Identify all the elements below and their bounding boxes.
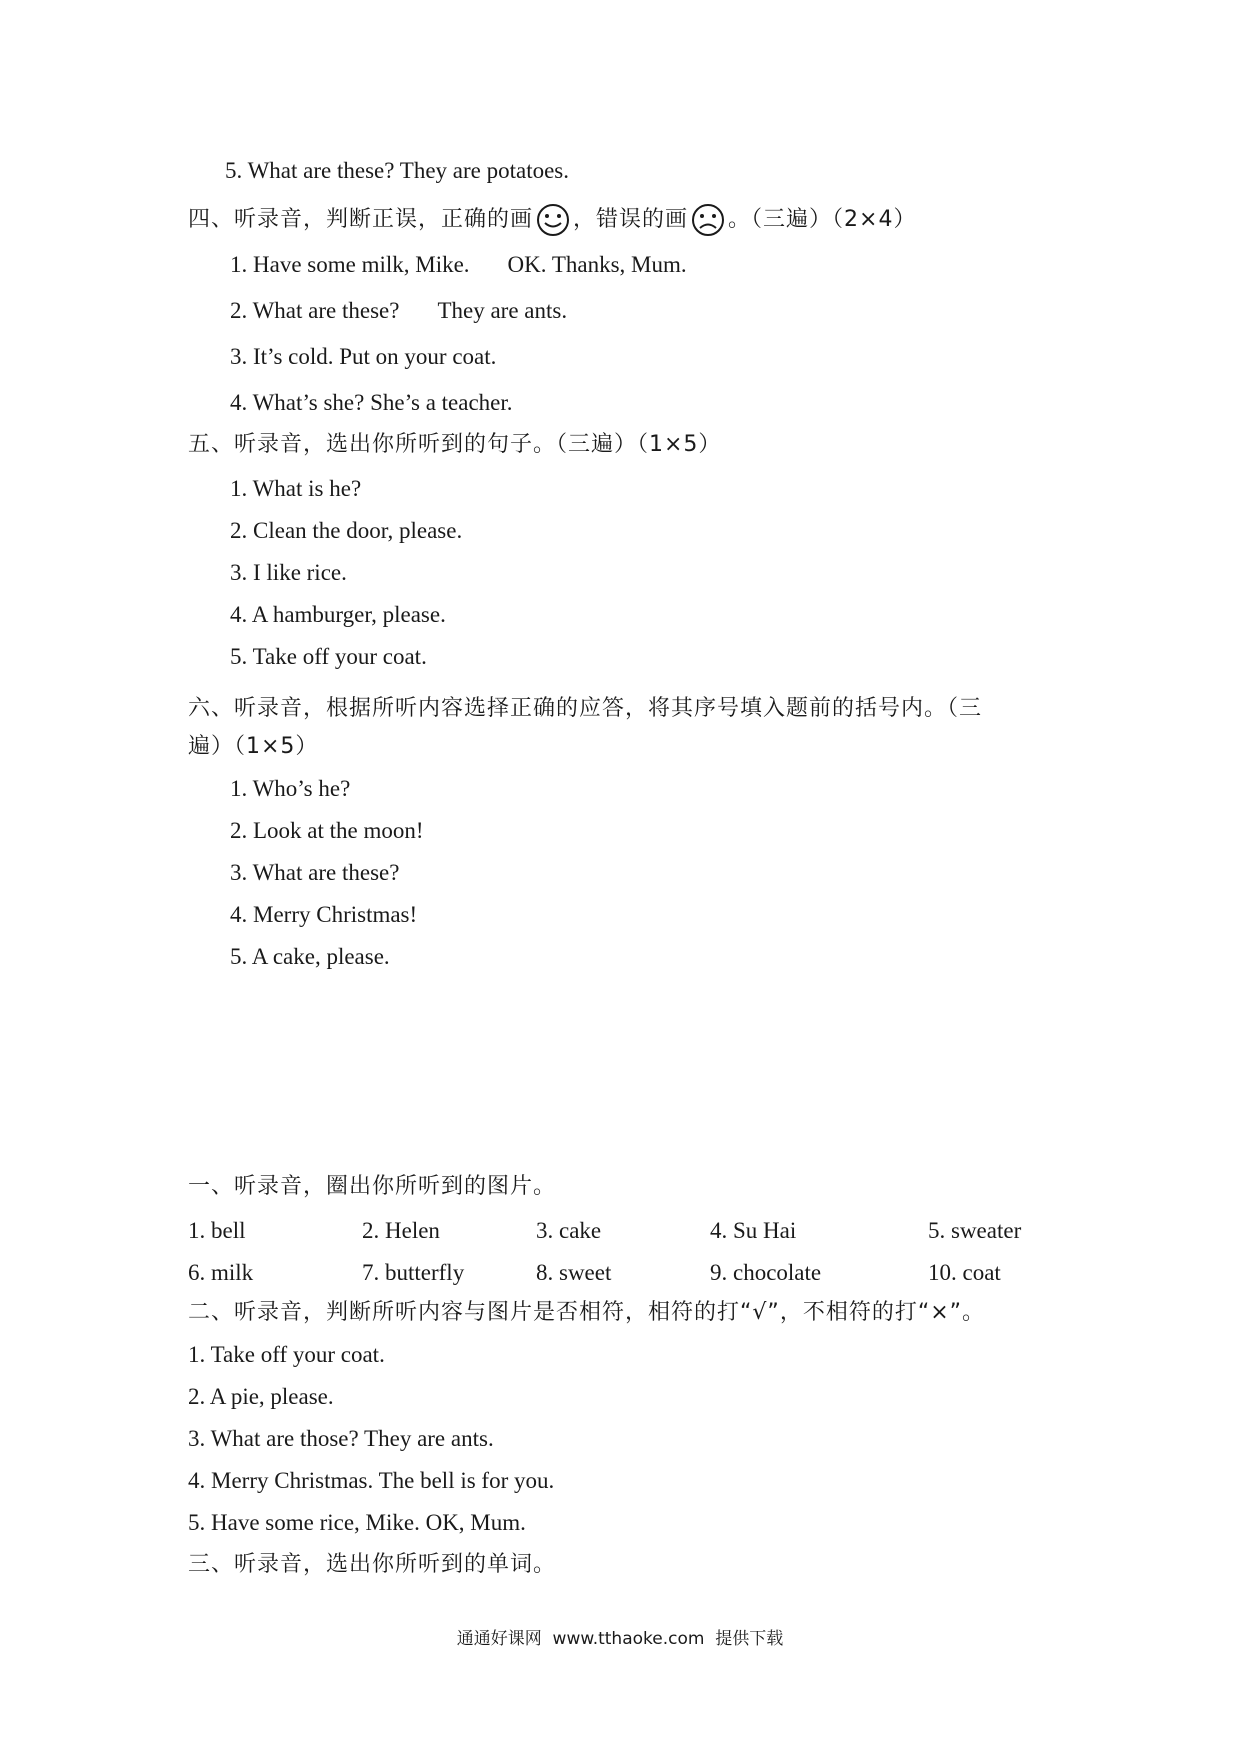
part2-section2-item: 2. A pie, please. xyxy=(188,1384,334,1409)
section4-item: 3. It’s cold. Put on your coat. xyxy=(230,344,497,369)
part2-section1-title: 一、听录音，圈出你所听到的图片。 xyxy=(188,1174,557,1199)
part2-section2-title: 二、听录音，判断所听内容与图片是否相符，相符的打“√”，不相符的打“×”。 xyxy=(188,1300,986,1325)
word-cell: 3. cake xyxy=(536,1218,602,1243)
word-cell: 9. chocolate xyxy=(710,1260,822,1285)
part2-section2-item: 4. Merry Christmas. The bell is for you. xyxy=(188,1468,555,1493)
section5-item: 2. Clean the door, please. xyxy=(230,518,463,543)
section6-title-line1: 六、听录音，根据所听内容选择正确的应答，将其序号填入题前的括号内。（三 xyxy=(188,696,983,721)
section5-item: 3. I like rice. xyxy=(230,560,347,585)
section5-item: 4. A hamburger, please. xyxy=(230,602,446,627)
section5-item: 1. What is he? xyxy=(230,476,362,501)
word-cell: 6. milk xyxy=(188,1260,254,1285)
part2-section2-item: 5. Have some rice, Mike. OK, Mum. xyxy=(188,1510,526,1535)
section6-item: 2. Look at the moon! xyxy=(230,818,424,843)
word-cell: 5. sweater xyxy=(928,1218,1022,1243)
smiley-face-icon xyxy=(535,202,571,238)
part2-section3-title: 三、听录音，选出你所听到的单词。 xyxy=(188,1552,557,1577)
section3-item-5: 5. What are these? They are potatoes. xyxy=(225,158,570,183)
word-cell: 2. Helen xyxy=(362,1218,440,1243)
section4-item: 1. Have some milk, Mike. OK. Thanks, Mum. xyxy=(230,252,687,277)
word-cell: 7. butterfly xyxy=(362,1260,465,1285)
section4-item: 2. What are these? They are ants. xyxy=(230,298,568,323)
sad-face-icon xyxy=(690,202,726,238)
section6-item: 5. A cake, please. xyxy=(230,944,390,969)
section6-item: 4. Merry Christmas! xyxy=(230,902,418,927)
part2-section2-item: 1. Take off your coat. xyxy=(188,1342,385,1367)
word-cell: 1. bell xyxy=(188,1218,246,1243)
section4-item: 4. What’s she? She’s a teacher. xyxy=(230,390,513,415)
section4-title: 四、听录音，判断正误，正确的画 ，错误的画 。（三遍）（2×4） xyxy=(188,202,916,238)
section5-item: 5. Take off your coat. xyxy=(230,644,427,669)
section5-title: 五、听录音，选出你所听到的句子。（三遍）（1×5） xyxy=(188,432,722,457)
word-cell: 8. sweet xyxy=(536,1260,612,1285)
section6-title-line2: 遍）（1×5） xyxy=(188,734,319,759)
word-cell: 4. Su Hai xyxy=(710,1218,797,1243)
part2-section2-item: 3. What are those? They are ants. xyxy=(188,1426,494,1451)
section6-item: 3. What are these? xyxy=(230,860,400,885)
section6-item: 1. Who’s he? xyxy=(230,776,351,801)
footer-credit: 通通好课网 www.tthaoke.com 提供下载 xyxy=(456,1629,784,1649)
word-cell: 10. coat xyxy=(928,1260,1001,1285)
